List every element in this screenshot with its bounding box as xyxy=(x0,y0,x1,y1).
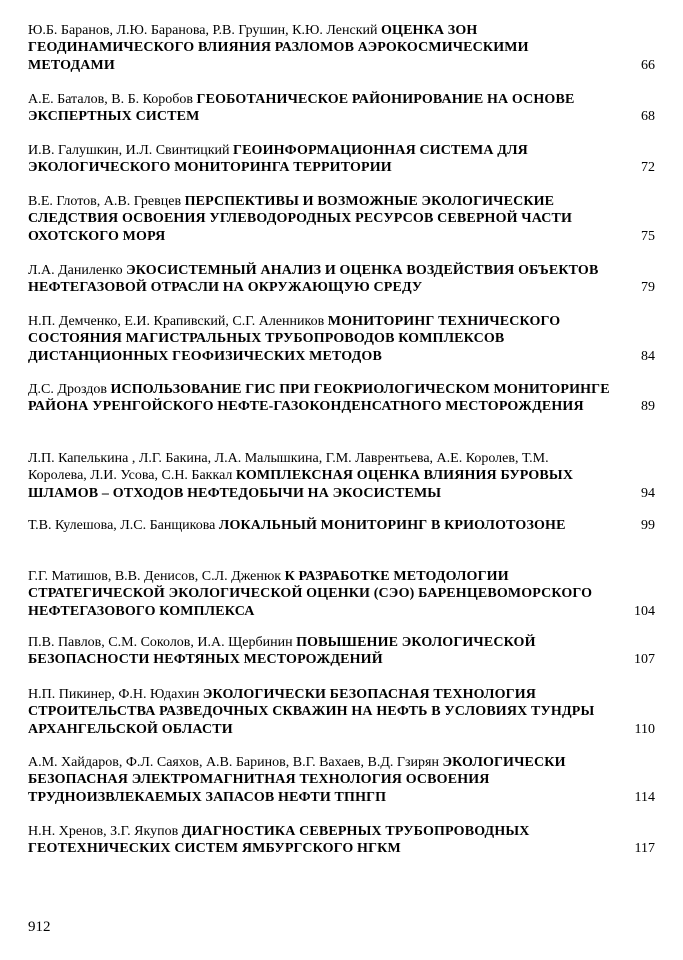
entry-page: 94 xyxy=(641,485,655,501)
toc-entry xyxy=(28,686,668,738)
toc-entry xyxy=(28,313,668,365)
entry-authors: Т.В. Кулешова, Л.С. Банщикова xyxy=(28,518,216,533)
toc-entry xyxy=(28,381,668,416)
toc-entry xyxy=(28,193,668,245)
entry-authors: Л.А. Даниленко xyxy=(28,263,123,278)
entry-page: 110 xyxy=(634,721,655,737)
toc-entry xyxy=(28,22,668,74)
entry-page: 99 xyxy=(641,518,655,533)
entry-page: 84 xyxy=(641,348,655,364)
toc-entry xyxy=(28,91,668,126)
toc-entry-text xyxy=(28,381,610,416)
toc-entry-text xyxy=(28,262,610,297)
entry-title: ДИАГНОСТИКА СЕВЕРНЫХ ТРУБОПРОВОДНЫХ ГЕОТЕХНИЧЕСКИХ СИСТЕМ ЯМБУРГСКОГО НГКМ xyxy=(28,824,530,857)
entry-title: ЭКОСИСТЕМНЫЙ АНАЛИЗ И ОЦЕНКА ВОЗДЕЙСТВИЯ ОБЪЕКТОВ НЕФТЕГАЗОВОЙ ОТРАСЛИ НА ОКРУЖАЮЩУЮ СРЕДУ xyxy=(28,263,599,296)
entry-authors: Л.П. Капелькина , Л.Г. Бакина, Л.А. Малышкина, Г.М. Лаврентьева, А.Е. Королев, Т.М. Королева, Л.И. Усова, С.Н. Баккал xyxy=(28,451,549,484)
entry-title: ОЦЕНКА ЗОН ГЕОДИНАМИЧЕСКОГО ВЛИЯНИЯ РАЗЛОМОВ АЭРОКОСМИЧЕСКИМИ МЕТОДАМИ xyxy=(28,23,529,73)
entry-authors: А.Е. Баталов, В. Б. Коробов xyxy=(28,92,194,107)
toc-entry xyxy=(28,634,668,669)
toc-entry-text xyxy=(28,313,610,365)
entry-page: 72 xyxy=(641,160,655,176)
entry-page: 104 xyxy=(634,603,655,619)
entry-title: КОМПЛЕКСНАЯ ОЦЕНКА ВЛИЯНИЯ БУРОВЫХ ШЛАМОВ – ОТХОДОВ НЕФТЕДОБЫЧИ НА ЭКОСИСТЕМЫ xyxy=(28,468,574,501)
toc-entry-text xyxy=(28,22,610,74)
toc-entry-text xyxy=(28,517,610,534)
toc-entry xyxy=(28,823,668,858)
entry-authors: П.В. Павлов, С.М. Соколов, И.А. Щербинин xyxy=(28,635,293,650)
entry-authors: Н.Н. Хренов, З.Г. Якупов xyxy=(28,824,179,839)
entry-page: 68 xyxy=(641,109,655,125)
toc-entry-text xyxy=(28,142,610,177)
toc-entry-text xyxy=(28,568,610,620)
entry-page: 114 xyxy=(634,789,655,805)
entry-title: ГЕОИНФОРМАЦИОННАЯ СИСТЕМА ДЛЯ ЭКОЛОГИЧЕСКОГО МОНИТОРИНГА ТЕРРИТОРИИ xyxy=(28,143,528,176)
toc-entry xyxy=(28,262,668,297)
entry-authors: И.В. Галушкин, И.Л. Свинтицкий xyxy=(28,143,230,158)
entry-title: МОНИТОРИНГ ТЕХНИЧЕСКОГО СОСТОЯНИЯ МАГИСТРАЛЬНЫХ ТРУБОПРОВОДОВ КОМПЛЕКСОВ ДИСТАНЦИОННЫХ ГЕОФИЗИЧЕСКИХ МЕТОДОВ xyxy=(28,314,561,364)
entry-page: 75 xyxy=(641,228,655,244)
entry-title: ПЕРСПЕКТИВЫ И ВОЗМОЖНЫЕ ЭКОЛОГИЧЕСКИЕ СЛЕДСТВИЯ ОСВОЕНИЯ УГЛЕВОДОРОДНЫХ РЕСУРСОВ СЕВЕРНОЙ ЧАСТИ ОХОТСКОГО МОРЯ xyxy=(28,194,573,244)
entry-title: ПОВЫШЕНИЕ ЭКОЛОГИЧЕСКОЙ БЕЗОПАСНОСТИ НЕФТЯНЫХ МЕСТОРОЖДЕНИЙ xyxy=(28,635,536,668)
entry-authors: Н.П. Демченко, Е.И. Крапивский, С.Г. Аленников xyxy=(28,314,325,329)
toc-entry xyxy=(28,142,668,177)
entry-page: 66 xyxy=(641,57,655,73)
entry-authors: В.Е. Глотов, А.В. Гревцев xyxy=(28,194,182,209)
entry-title: ИСПОЛЬЗОВАНИЕ ГИС ПРИ ГЕОКРИОЛОГИЧЕСКОМ МОНИТОРИНГЕ РАЙОНА УРЕНГОЙСКОГО НЕФТЕ-ГАЗОКОНДЕНСАТНОГО МЕСТОРОЖДЕНИЯ xyxy=(28,382,610,415)
toc-entry-text xyxy=(28,823,610,858)
entry-title: ЛОКАЛЬНЫЙ МОНИТОРИНГ В КРИОЛОТОЗОНЕ xyxy=(218,518,566,533)
toc-entry-text xyxy=(28,91,610,126)
toc-entry-text xyxy=(28,193,610,245)
entry-page: 117 xyxy=(634,841,655,857)
toc-entry-text xyxy=(28,634,610,669)
toc-entry xyxy=(28,754,668,806)
entry-authors: Д.С. Дроздов xyxy=(28,382,107,397)
entry-title: К РАЗРАБОТКЕ МЕТОДОЛОГИИ СТРАТЕГИЧЕСКОЙ ЭКОЛОГИЧЕСКОЙ ОЦЕНКИ (СЭО) БАРЕНЦЕВОМОРСКОГО НЕФТЕГАЗОВОГО КОМПЛЕКСА xyxy=(28,569,593,619)
entry-page: 107 xyxy=(634,652,655,668)
toc-entry-text xyxy=(28,754,610,806)
toc-entry-text xyxy=(28,450,610,502)
entry-title: ЭКОЛОГИЧЕСКИ БЕЗОПАСНАЯ ЭЛЕКТРОМАГНИТНАЯ ТЕХНОЛОГИЯ ОСВОЕНИЯ ТРУДНОИЗВЛЕКАЕМЫХ ЗАПАСОВ НЕФТИ ТПНГП xyxy=(28,755,566,805)
entry-authors: А.М. Хайдаров, Ф.Л. Саяхов, А.В. Баринов, В.Г. Вахаев, В.Д. Гзирян xyxy=(28,755,439,770)
toc-entry xyxy=(28,450,668,502)
entry-page: 79 xyxy=(641,280,655,296)
toc-entry xyxy=(28,517,668,534)
entry-page: 89 xyxy=(641,399,655,415)
entry-title: ГЕОБОТАНИЧЕСКОЕ РАЙОНИРОВАНИЕ НА ОСНОВЕ ЭКСПЕРТНЫХ СИСТЕМ xyxy=(28,92,575,125)
toc-entry xyxy=(28,568,668,620)
toc-entry-text xyxy=(28,686,610,738)
entry-title: ЭКОЛОГИЧЕСКИ БЕЗОПАСНАЯ ТЕХНОЛОГИЯ СТРОИТЕЛЬСТВА РАЗВЕДОЧНЫХ СКВАЖИН НА НЕФТЬ В УСЛОВИЯХ ТУНДРЫ АРХАНГЕЛЬСКОЙ ОБЛАСТИ xyxy=(28,687,595,737)
footer-page-number: 912 xyxy=(28,919,51,935)
entry-authors: Н.П. Пикинер, Ф.Н. Юдахин xyxy=(28,687,200,702)
entry-authors: Г.Г. Матишов, В.В. Денисов, С.Л. Дженюк xyxy=(28,569,282,584)
entry-authors: Ю.Б. Баранов, Л.Ю. Баранова, Р.В. Грушин, К.Ю. Ленский xyxy=(28,23,378,38)
